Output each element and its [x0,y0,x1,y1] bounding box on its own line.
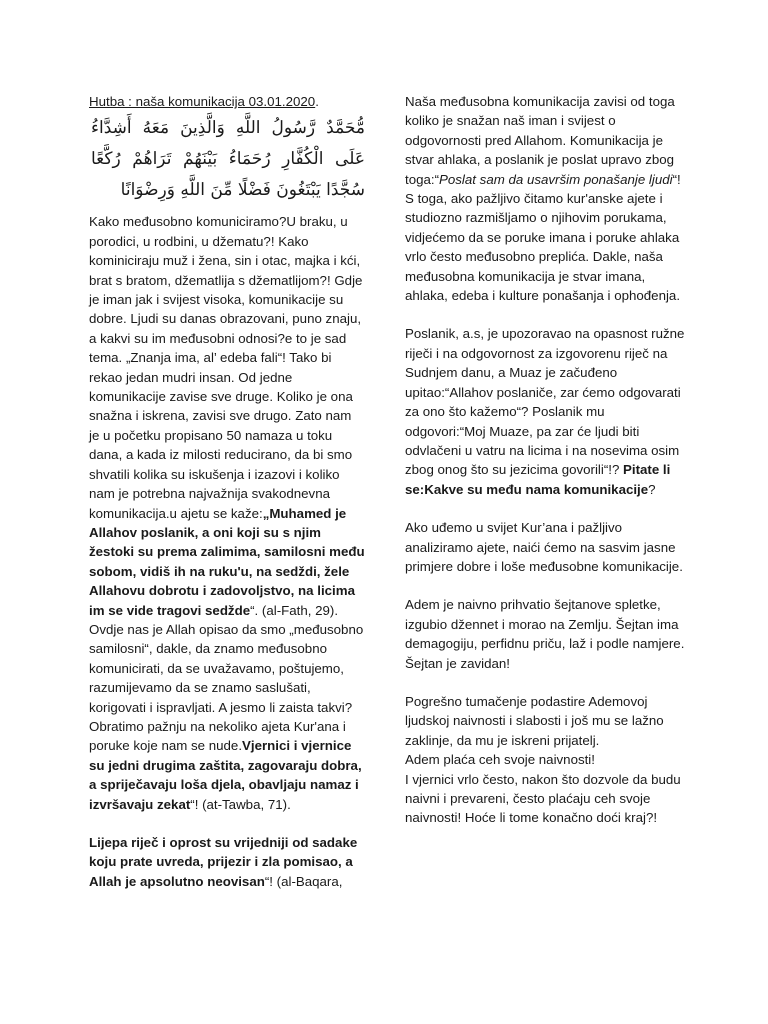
communication-text-cont: “! S toga, ako pažljivo čitamo kur'anske ajete i studiozno razmišljamo o njihovim porukama, vidjećemo da se poruke imana i poruke ahlaka vrlo često međusobno preplića. Dakle, naša međusobna komunikacija je stvar imana, ahlaka, edeba i kulture ponašanja i ophođenja. [405,171,681,304]
muaz-hadith-text: Poslanik, a.s, je upozoravao na opasnost ružne riječi i na odgovornost za izgovorenu riječ na Sudnjem danu, a Muaz je začuđeno upitao:“Allahov poslaniče, zar ćemo odgovarati za ono što kažemo“? Poslanik mu odgovori:“Moj Muaze, pa zar će ljudi biti odvlačeni u vatru na licima i na nosevima osim zbog onog što su jezicima govorili“!? [405,326,685,478]
arabic-verse: مُّحَمَّدٌ رَّسُولُ اللَّهِ وَالَّذِينَ مَعَهُ أَشِدَّاءُ عَلَى الْكُفَّارِ رُحَمَاءُ بَيْنَهُمْ تَرَاهُمْ رُكَّعًا سُجَّدًا يَبْتَغُونَ فَضْلًا مِّنَ اللَّهِ وَرِضْوَانًا [91,118,365,201]
right-paragraph-5 [405,692,685,828]
question-bold: Pitate li se:Kakve su među nama komunikacije [405,462,671,497]
sermon-title-line [89,92,365,111]
quote-al-fath: „Muhamed je Allahov poslanik, a oni koji su s njim žestoki su prema zalimima, samilosni među sobom, vidiš ih na ruku'u, na sedždi, žele Allahovu dobrotu i zadovoljstvo, na licima im se vide tragovi sedžde [89,505,365,618]
sermon-title: Hutba : naša komunikacija 03.01.2020 [89,94,316,109]
title-period: . [315,94,319,109]
quote-al-baqara: Lijepa riječ i oprost su vrijedniji od sadake koju prate uvreda, prijezir i zla pomisao, a Allah je apsolutno neovisan [89,835,358,889]
paragraph-5-line-1: Pogrešno tumačenje podastire Ademovoj ljudskoj naivnosti i slabosti i još mu se lažno zaklinje, da mu je iskreni prijatelj. [405,693,664,748]
intro-text: Kako međusobno komuniciramo?U braku, u porodici, u rodbini, u džematu?! Kako kominiciraju muž i žena, sin i otac, majka i kći, brat s bratom, džematlija s džematlijom?! Gdje je iman jak i svijest visoka, komunikacije su dobre. Ljudi su danas obrazovani, puno znaju, a kakvi su im međusobni odnosi?e to je sad tema. „Znanja ima, al’ edeba fali“! Tako bi rekao jedan mudri insan. Od jedne komunikacije zavise sve druge. Koliko je ona snažna i iskrena, zavisi sve drugo. Zato nam je u početku propisano 50 namaza u toku dana, a kada iz milosti reducirano, da bi smo shvatili kolika su iskušenja i izazovi i koliko nam je potrebna najvažnija svakodnevna komunikacija.u ajetu se kaže: [89,214,363,521]
paragraph-5-line-2: Adem plaća ceh svoje naivnosti! [405,752,595,768]
paragraph-5-line-3: I vjernici vrlo često, nakon što dozvole da budu naivni i prevareni, često plaćaju ceh svoje naivnosti! Hoće li tome konačno doći kraj?! [405,771,681,826]
right-column [405,92,685,828]
left-column [89,92,365,891]
left-paragraph-1 [89,212,365,814]
right-paragraph-3: Ako uđemo u svijet Kur’ana i pažljivo analiziramo ajete, naići ćemo na sasvim jasne primjere dobre i loše međusobne komunikacije. [405,520,683,574]
right-paragraph-2 [405,324,685,499]
quote-at-tawba: Vjernici i vjernice su jedni drugima zaštita, zagovaraju dobra, a spriječavaju loša djela, obavljaju namaz i izvršavaju zekat [89,738,362,812]
right-paragraph-4: Adem je naivno prihvatio šejtanove spletke, izgubio džennet i morao na Zemlju. Šejtan ima demagogiju, perfidnu priču, laž i podle namjere. Šejtan je zavidan! [405,597,685,671]
question-mark: ? [648,481,656,497]
communication-text: Naša međusobna komunikacija zavisi od toga koliko je snažan naš iman i svijest o odgovornosti pred Allahom. Komunikacija je stvar ahlaka, a poslanik je poslat upravo zbog toga:“ [405,94,675,187]
hadith-quote: Poslat sam da usavršim ponašanje ljudi [439,171,673,187]
at-tawba-reference: “! (at-Tawba, 71). [190,796,291,812]
right-paragraph-1 [405,92,685,305]
left-paragraph-2 [89,833,365,891]
al-fath-reference: “. (al-Fath, 29). Ovdje nas je Allah opisao da smo „međusobno samilosni“, dakle, da znamo međusobno komunicirati, da se uvažavamo, poštujemo, razumijevamo da se znamo saslušati, korigovati i ispravljati. A jesmo li zaista takvi? Obratimo pažnju na nekoliko ajeta Kur'ana i poruke koje nam se nude. [89,602,364,754]
al-baqara-reference: “! (al-Baqara, [264,873,343,889]
